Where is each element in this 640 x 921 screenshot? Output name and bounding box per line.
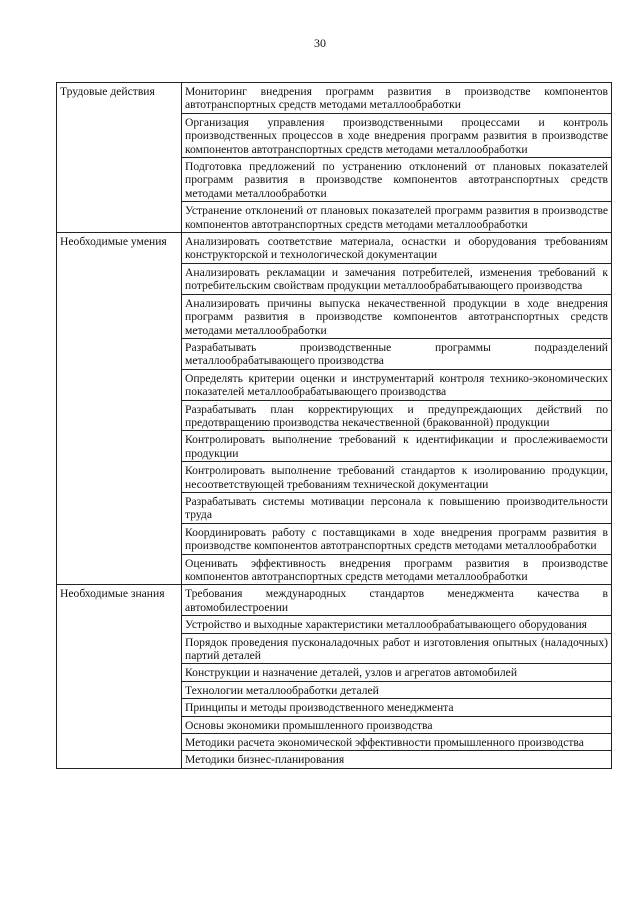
- table-cell: Анализировать причины выпуска некачественной продукции в ходе внедрения программ развития в производстве компонентов автотранспортных средств методами металлообработки: [182, 294, 612, 338]
- required-knowledge-section: [57, 585, 612, 768]
- table-cell: Разрабатывать производственные программы подразделений металлообрабатывающего производства: [182, 338, 612, 369]
- table-cell: Устранение отклонений от плановых показателей программ развития в производстве компонентов автотранспортных средств методами металлообработки: [182, 202, 612, 233]
- table-cell: Методики бизнес-планирования: [182, 751, 612, 768]
- table-cell: Мониторинг внедрения программ развития в производстве компонентов автотранспортных средств методами металлообработки: [182, 83, 612, 114]
- section-label-labor-actions: Трудовые действия: [57, 83, 182, 233]
- table-cell: Принципы и методы производственного менеджмента: [182, 699, 612, 716]
- table-row: [57, 83, 612, 114]
- table-cell: Анализировать соответствие материала, оснастки и оборудования требованиям конструкторской и технологической документации: [182, 233, 612, 264]
- table-cell: Контролировать выполнение требований к идентификации и прослеживаемости продукции: [182, 431, 612, 462]
- table-cell: Основы экономики промышленного производства: [182, 716, 612, 733]
- table-cell: Организация управления производственными процессами и контроль производственных процессов в ходе внедрения программ развития в производстве компонентов автотранспортных средств методами металлообработки: [182, 113, 612, 157]
- table-cell: Требования международных стандартов менеджмента качества в автомобилестроении: [182, 585, 612, 616]
- table-cell: Координировать работу с поставщиками в ходе внедрения программ развития в производстве компонентов автотранспортных средств методами металлообработки: [182, 523, 612, 554]
- table-cell: Разрабатывать план корректирующих и предупреждающих действий по предотвращению производства некачественной (бракованной) продукции: [182, 400, 612, 431]
- table-cell: Устройство и выходные характеристики металлообрабатывающего оборудования: [182, 616, 612, 633]
- table-cell: Оценивать эффективность внедрения программ развития в производстве компонентов автотранспортных средств методами металлообработки: [182, 554, 612, 585]
- table-cell: Определять критерии оценки и инструментарий контроля технико-экономических показателей металлообрабатывающего производства: [182, 369, 612, 400]
- table-cell: Анализировать рекламации и замечания потребителей, изменения требований к потребительским свойствам продукции металлообрабатывающего производства: [182, 263, 612, 294]
- page-number: 30: [314, 36, 326, 50]
- table-cell: Технологии металлообработки деталей: [182, 681, 612, 698]
- table-cell: Подготовка предложений по устранению отклонений от плановых показателей программ развития в производстве компонентов автотранспортных средств методами металлообработки: [182, 158, 612, 202]
- required-skills-section: [57, 233, 612, 585]
- labor-actions-section: [57, 83, 612, 233]
- table-cell: Конструкции и назначение деталей, узлов и агрегатов автомобилей: [182, 664, 612, 681]
- table-row: [57, 233, 612, 264]
- table-cell: Методики расчета экономической эффективности промышленного производства: [182, 734, 612, 751]
- section-label-required-knowledge: Необходимые знания: [57, 585, 182, 768]
- section-label-required-skills: Необходимые умения: [57, 233, 182, 585]
- table-cell: Контролировать выполнение требований стандартов к изолированию продукции, несоответствующей требованиям технической документации: [182, 462, 612, 493]
- table-row: [57, 585, 612, 616]
- qualification-table: [56, 82, 612, 769]
- table-cell: Разрабатывать системы мотивации персонала к повышению производительности труда: [182, 492, 612, 523]
- table-cell: Порядок проведения пусконаладочных работ и изготовления опытных (наладочных) партий деталей: [182, 633, 612, 664]
